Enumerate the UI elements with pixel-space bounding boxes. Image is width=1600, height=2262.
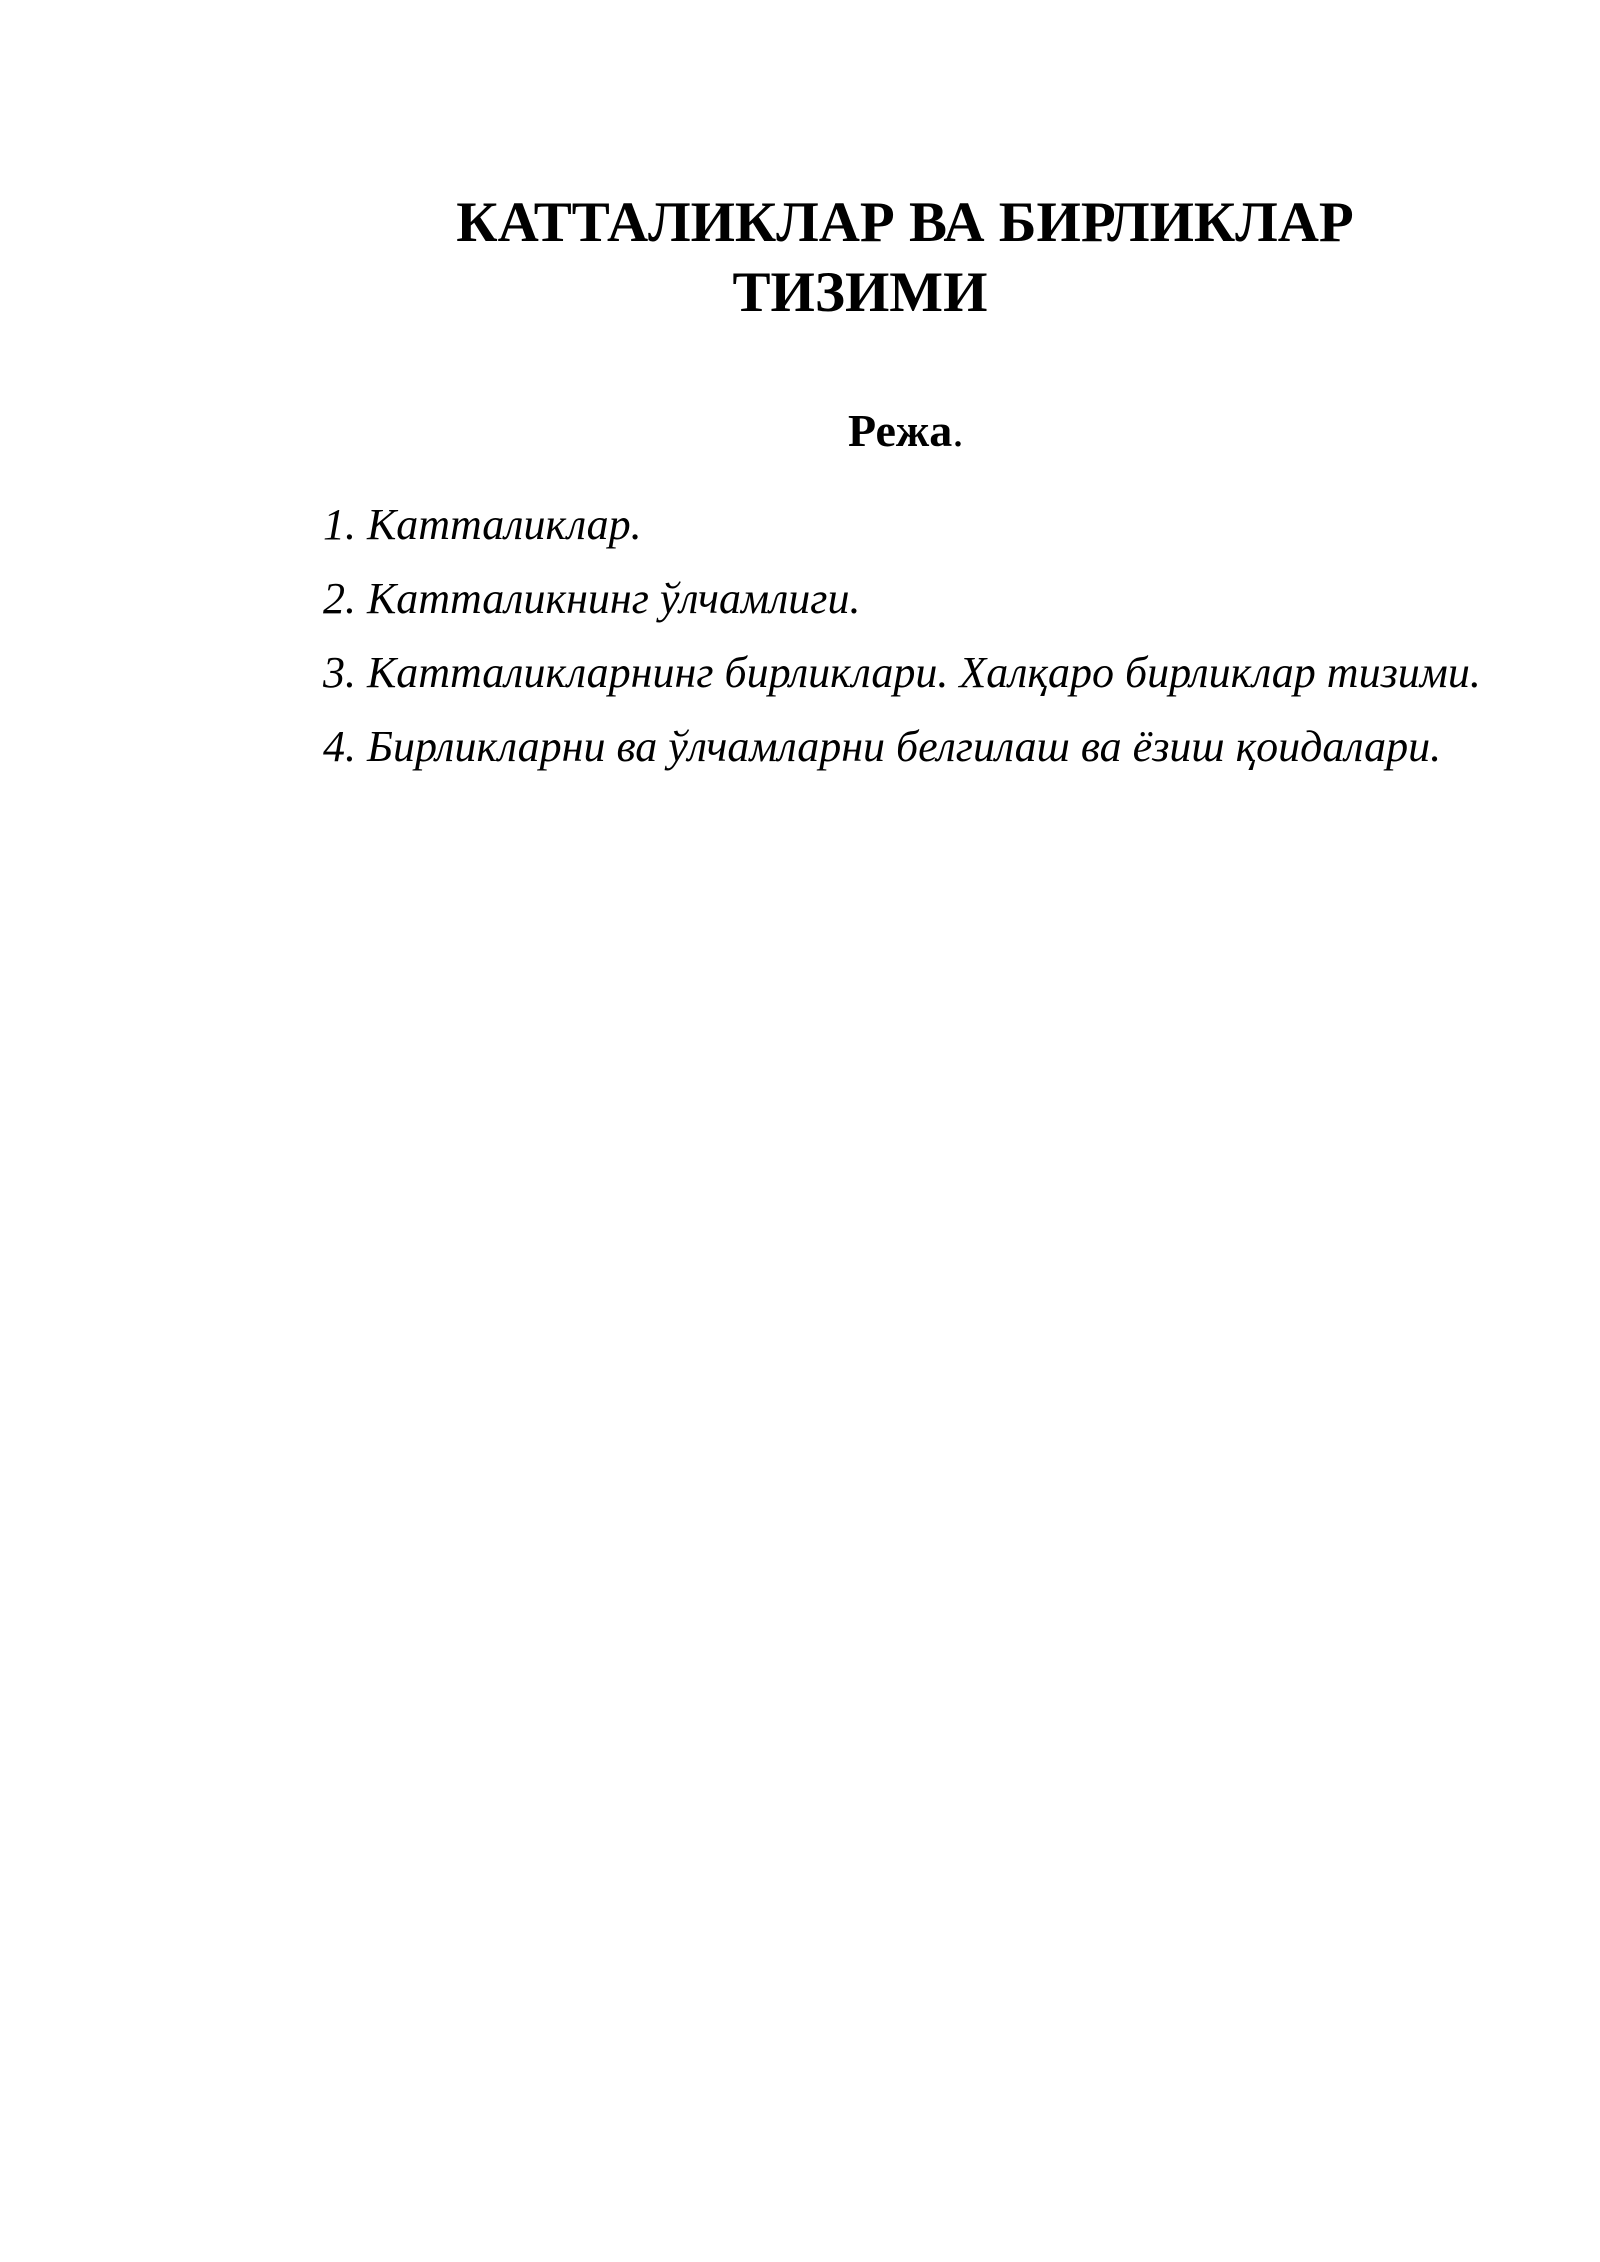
plan-item-text: Катталикларнинг бирликлари. Халқаро бирликлар тизими. [367, 648, 1481, 697]
plan-heading [848, 405, 964, 456]
plan-item [323, 648, 1481, 697]
plan-item [323, 574, 861, 623]
plan-item-number: 2. [323, 574, 356, 623]
plan-item [323, 722, 1442, 771]
plan-heading-word: Режа [848, 405, 953, 456]
document-title-line-2: ТИЗИМИ [732, 261, 988, 324]
document-title-line-1: КАТТАЛИКЛАР ВА БИРЛИКЛАР [456, 191, 1354, 254]
plan-item [323, 500, 642, 549]
plan-item-text: Катталикнинг ўлчамлиги. [367, 574, 861, 623]
plan-item-text: Катталиклар. [367, 500, 642, 549]
plan-item-number: 3. [323, 648, 356, 697]
plan-item-number: 4. [323, 722, 356, 771]
plan-item-text: Бирликларни ва ўлчамларни белгилаш ва ёзиш қоидалари. [367, 722, 1442, 771]
plan-heading-punct: . [952, 405, 964, 456]
plan-item-number: 1. [323, 500, 356, 549]
